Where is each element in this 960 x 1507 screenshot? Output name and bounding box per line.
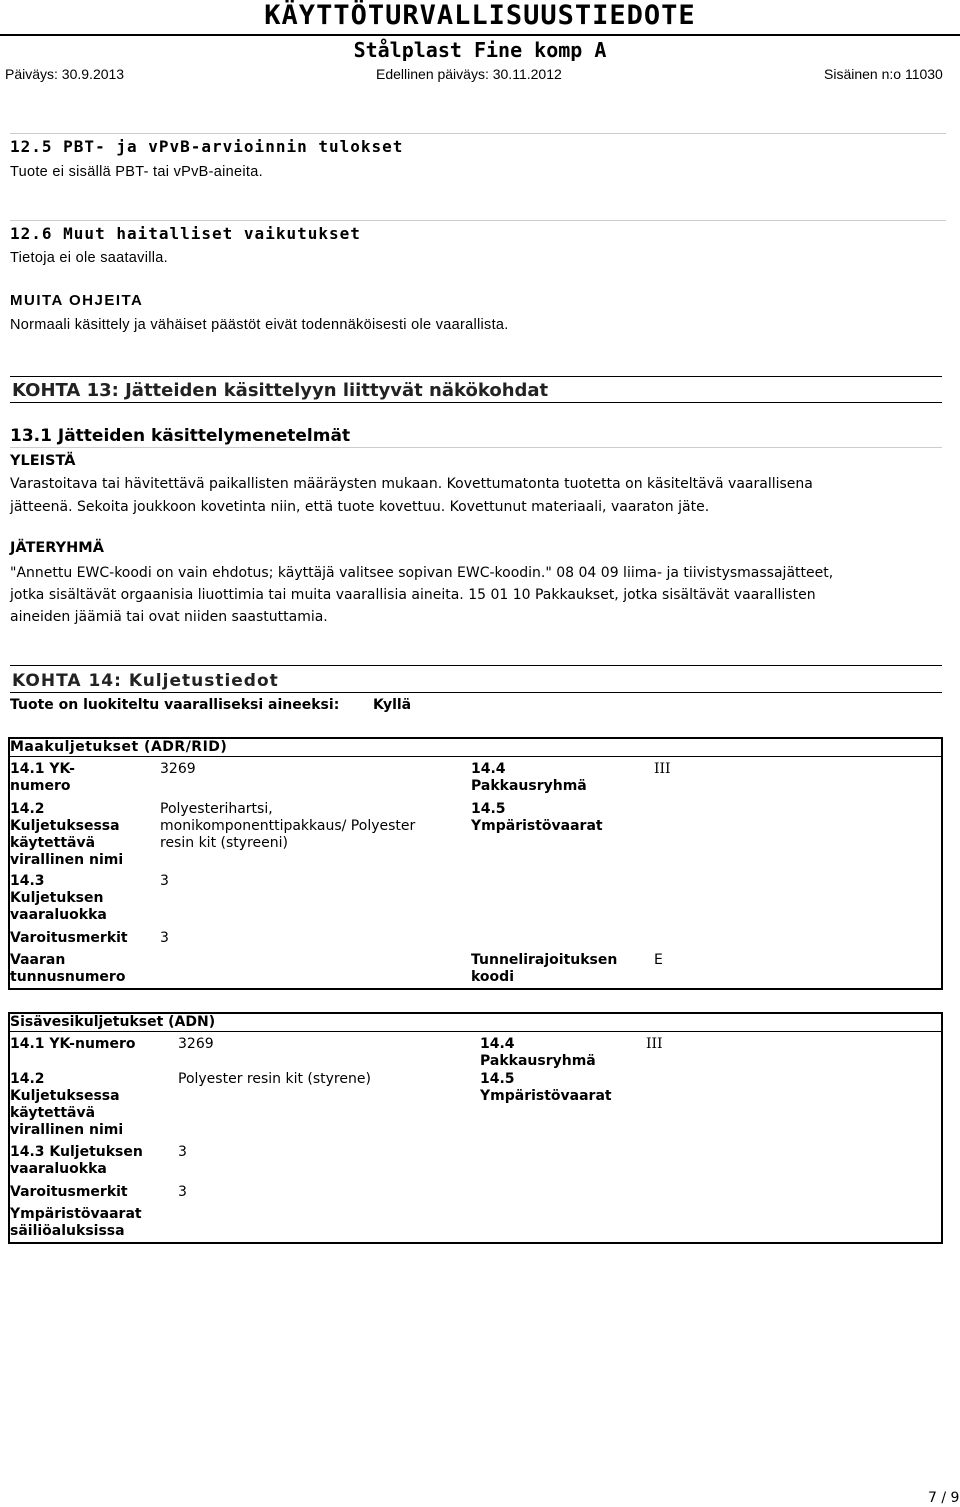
- general-line-1: Varastoitava tai hävitettävä paikallisten määräysten mukaan. Kovettumatonta tuotetta on käsiteltävä vaarallisena: [10, 476, 813, 492]
- adn-title: Sisävesikuljetukset (ADN): [10, 1014, 216, 1030]
- kohta-13-heading: KOHTA 13: Jätteiden käsittelyyn liittyvät näkökohdat: [12, 380, 549, 401]
- section-12-6-heading: 12.6 Muut haitalliset vaikutukset: [10, 224, 361, 243]
- kohta-14-top-rule: [10, 665, 942, 666]
- adr-name-label: 14.2 Kuljetuksessa käytettävä virallinen nimi: [10, 801, 124, 868]
- page-number: 7 / 9: [928, 1490, 960, 1506]
- adr-warn-value: 3: [160, 930, 169, 946]
- adr-class-value: 3: [160, 873, 169, 889]
- adr-hazard-label: Vaaran tunnusnumero: [10, 952, 126, 985]
- kohta-14-bottom-rule: [10, 692, 942, 693]
- adn-un-label: 14.1 YK-numero: [10, 1036, 136, 1052]
- adn-warn-value: 3: [178, 1184, 187, 1200]
- adr-un-label: 14.1 YK- numero: [10, 761, 75, 794]
- adn-warn-label: Varoitusmerkit: [10, 1184, 128, 1200]
- adr-warn-label: Varoitusmerkit: [10, 930, 128, 946]
- kohta-13-top-rule: [10, 376, 942, 377]
- product-name: Stålplast Fine komp A: [353, 38, 607, 62]
- section-13-1-rule: [10, 447, 942, 448]
- adr-name-value: Polyesterihartsi, monikomponenttipakkaus/ Polyester resin kit (styreeni): [160, 801, 416, 851]
- section-divider: [10, 220, 946, 221]
- adn-name-value: Polyester resin kit (styrene): [178, 1071, 371, 1087]
- adr-pg-value: III: [654, 761, 671, 777]
- adn-name-label: 14.2 Kuljetuksessa käytettävä virallinen nimi: [10, 1071, 124, 1138]
- date: Päiväys: 30.9.2013: [5, 66, 125, 82]
- internal-number: Sisäinen n:o 11030: [824, 66, 943, 82]
- other-instructions-text: Normaali käsittely ja vähäiset päästöt eivät todennäköisesti ole vaarallista.: [10, 317, 509, 333]
- waste-group-line-1: "Annettu EWC-koodi on vain ehdotus; käyttäjä valitsee sopivan EWC-koodin." 08 04 09 liima- ja tiivistysmassajätteet,: [10, 565, 834, 581]
- adr-title-rule: [10, 756, 941, 757]
- adn-table: [8, 1012, 943, 1244]
- adr-pg-label: 14.4 Pakkausryhmä: [471, 761, 587, 794]
- adn-pg-value: III: [646, 1036, 663, 1052]
- adn-un-value: 3269: [178, 1036, 214, 1052]
- adr-table: [8, 737, 943, 990]
- general-line-2: jätteenä. Sekoita joukkoon kovetinta niin, että tuote kovettuu. Kovettunut materiaali, vaaraton jäte.: [10, 499, 710, 515]
- adr-tunnel-label: Tunnelirajoituksen koodi: [471, 952, 618, 985]
- adn-env-label: 14.5 Ympäristövaarat: [480, 1071, 612, 1104]
- header-rule: [0, 34, 960, 36]
- section-12-5-heading: 12.5 PBT- ja vPvB-arvioinnin tulokset: [10, 137, 404, 156]
- kohta-14-heading: KOHTA 14: Kuljetustiedot: [12, 671, 279, 691]
- classified-value: Kyllä: [373, 697, 412, 713]
- kohta-13-bottom-rule: [10, 402, 942, 403]
- adn-pg-label: 14.4 Pakkausryhmä: [480, 1036, 596, 1069]
- waste-group-label: JÄTERYHMÄ: [10, 540, 104, 556]
- adn-tank-label: Ympäristövaarat säiliöaluksissa: [10, 1206, 142, 1239]
- adr-env-label: 14.5 Ympäristövaarat: [471, 801, 603, 834]
- section-12-6-text: Tietoja ei ole saatavilla.: [10, 250, 168, 266]
- waste-group-line-3: aineiden jäämiä tai ovat niiden saastuttamia.: [10, 609, 328, 625]
- general-label: YLEISTÄ: [10, 453, 76, 469]
- classified-label: Tuote on luokiteltu vaaralliseksi aineeksi:: [10, 697, 340, 713]
- adr-title: Maakuljetukset (ADR/RID): [10, 739, 228, 755]
- adr-un-value: 3269: [160, 761, 196, 777]
- document-title: KÄYTTÖTURVALLISUUSTIEDOTE: [264, 0, 696, 31]
- previous-date: Edellinen päiväys: 30.11.2012: [376, 66, 562, 82]
- waste-group-line-2: jotka sisältävät orgaanisia liuottimia tai muita vaarallisia aineita. 15 01 10 Pakkaukset, jotka sisältävät vaarallisten: [10, 587, 816, 603]
- adr-tunnel-value: E: [654, 952, 663, 968]
- section-divider: [10, 133, 946, 134]
- adn-title-rule: [10, 1031, 941, 1032]
- other-instructions-heading: MUITA OHJEITA: [10, 292, 144, 309]
- adr-class-label: 14.3 Kuljetuksen vaaraluokka: [10, 873, 107, 923]
- section-12-5-text: Tuote ei sisällä PBT- tai vPvB-aineita.: [10, 164, 263, 180]
- section-13-1-heading: 13.1 Jätteiden käsittelymenetelmät: [10, 426, 351, 446]
- adn-class-value: 3: [178, 1144, 187, 1160]
- adn-class-label: 14.3 Kuljetuksen vaaraluokka: [10, 1144, 143, 1177]
